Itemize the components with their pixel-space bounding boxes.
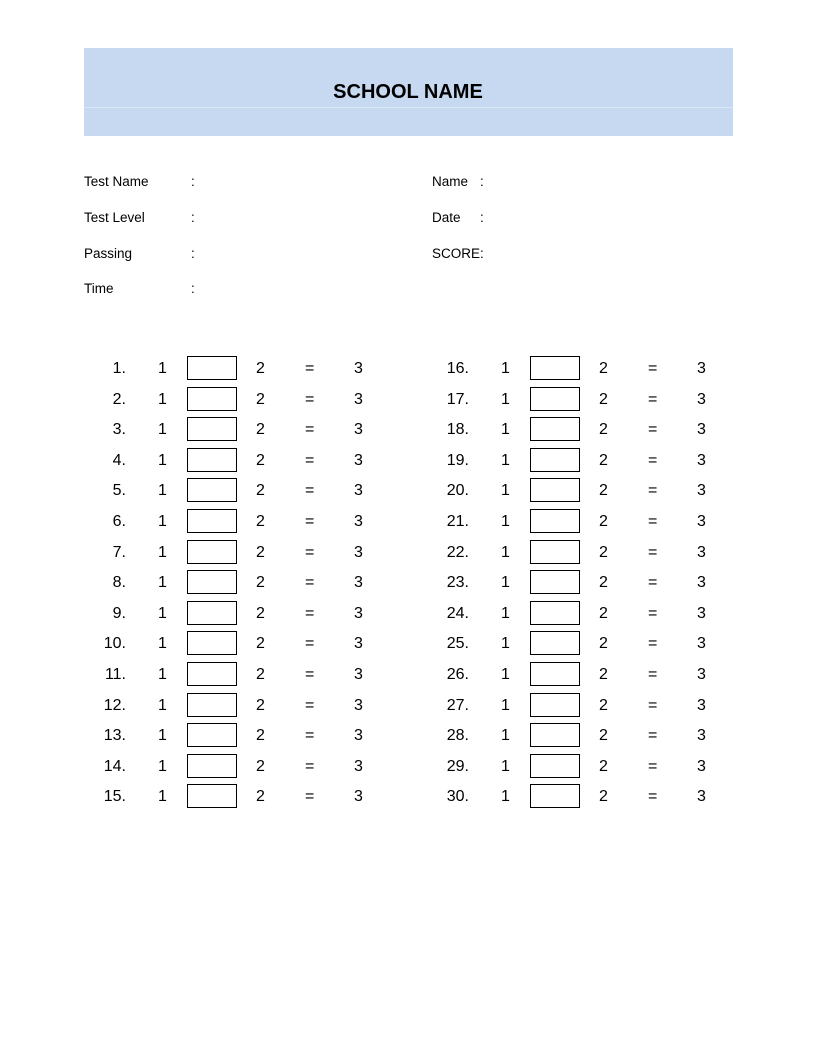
operand-a: 1 [158, 482, 167, 500]
operand-a: 1 [501, 727, 510, 745]
equals-sign: = [305, 727, 315, 745]
answer-box[interactable] [187, 601, 237, 625]
question-number: 5. [112, 482, 126, 500]
equals-sign: = [305, 482, 315, 500]
result-value: 3 [354, 574, 363, 592]
info-colon-test-level: : [191, 210, 195, 225]
answer-box[interactable] [187, 754, 237, 778]
operand-b: 2 [256, 421, 265, 439]
operand-a: 1 [158, 451, 167, 469]
equals-sign: = [305, 635, 315, 653]
answer-box[interactable] [530, 356, 580, 380]
question-number: 7. [112, 543, 126, 561]
info-colon-test-name: : [191, 174, 195, 189]
answer-box[interactable] [530, 784, 580, 808]
equals-sign: = [305, 696, 315, 714]
equals-sign: = [648, 360, 658, 377]
operand-a: 1 [501, 666, 510, 683]
question-number: 30. [446, 788, 469, 806]
answer-box[interactable] [187, 540, 237, 564]
operand-a: 1 [158, 757, 167, 775]
operand-b: 2 [256, 666, 265, 683]
operand-b: 2 [599, 757, 608, 775]
question-number: 16. [446, 360, 469, 377]
equals-sign: = [305, 757, 315, 775]
answer-box[interactable] [530, 509, 580, 533]
result-value: 3 [354, 788, 363, 806]
question-number: 9. [112, 604, 126, 622]
operand-a: 1 [158, 727, 167, 745]
result-value: 3 [354, 727, 363, 745]
answer-box[interactable] [530, 754, 580, 778]
result-value: 3 [354, 482, 363, 500]
operand-a: 1 [501, 635, 510, 653]
equals-sign: = [305, 788, 315, 806]
equals-sign: = [648, 696, 658, 714]
operand-a: 1 [501, 421, 510, 439]
question-number: 6. [112, 513, 126, 530]
operand-b: 2 [599, 390, 608, 408]
answer-box[interactable] [530, 540, 580, 564]
answer-box[interactable] [187, 570, 237, 594]
result-value: 3 [697, 635, 706, 653]
header-divider [84, 107, 733, 108]
result-value: 3 [354, 635, 363, 653]
result-value: 3 [354, 696, 363, 714]
question-number: 24. [446, 604, 469, 622]
question-number: 3. [112, 421, 126, 439]
answer-box[interactable] [187, 693, 237, 717]
question-number: 20. [446, 482, 469, 500]
operand-a: 1 [158, 788, 167, 806]
equals-sign: = [648, 788, 658, 806]
operand-b: 2 [256, 451, 265, 469]
operand-b: 2 [599, 482, 608, 500]
question-number: 27. [446, 696, 469, 714]
operand-a: 1 [158, 390, 167, 408]
equals-sign: = [648, 666, 658, 683]
info-label-name: Name [432, 174, 469, 189]
info-colon-score: : [480, 246, 484, 261]
question-number: 25. [446, 635, 469, 653]
question-number: 29. [446, 757, 469, 775]
equals-sign: = [648, 543, 658, 561]
result-value: 3 [697, 727, 706, 745]
question-number: 4. [112, 451, 126, 469]
answer-box[interactable] [187, 631, 237, 655]
question-number: 21. [446, 513, 469, 530]
operand-b: 2 [599, 451, 608, 469]
answer-box[interactable] [530, 570, 580, 594]
question-number: 19. [446, 451, 469, 469]
question-number: 18. [446, 421, 469, 439]
operand-b: 2 [256, 390, 265, 408]
answer-box[interactable] [187, 417, 237, 441]
answer-box[interactable] [187, 509, 237, 533]
operand-a: 1 [501, 696, 510, 714]
equals-sign: = [648, 421, 658, 439]
answer-box[interactable] [187, 478, 237, 502]
operand-a: 1 [158, 574, 167, 592]
info-label-time: Time [84, 281, 114, 296]
operand-b: 2 [256, 360, 265, 377]
operand-a: 1 [158, 543, 167, 561]
question-number: 15. [103, 788, 126, 806]
info-label-test-name: Test Name [84, 174, 149, 189]
operand-b: 2 [256, 482, 265, 500]
result-value: 3 [354, 421, 363, 439]
operand-b: 2 [256, 513, 265, 530]
operand-b: 2 [599, 574, 608, 592]
operand-b: 2 [599, 360, 608, 377]
answer-box[interactable] [187, 356, 237, 380]
operand-b: 2 [256, 727, 265, 745]
operand-a: 1 [501, 390, 510, 408]
answer-box[interactable] [530, 601, 580, 625]
school-name-title: SCHOOL NAME [333, 81, 483, 103]
equals-sign: = [648, 482, 658, 500]
operand-b: 2 [599, 421, 608, 439]
equals-sign: = [305, 421, 315, 439]
question-number: 1. [112, 360, 126, 377]
result-value: 3 [697, 604, 706, 622]
equals-sign: = [305, 543, 315, 561]
equals-sign: = [648, 757, 658, 775]
operand-b: 2 [599, 635, 608, 653]
answer-box[interactable] [530, 417, 580, 441]
question-number: 22. [446, 543, 469, 561]
operand-b: 2 [599, 604, 608, 622]
equals-sign: = [648, 513, 658, 530]
info-label-score: SCORE [432, 246, 481, 261]
result-value: 3 [697, 360, 706, 377]
result-value: 3 [354, 666, 363, 683]
operand-a: 1 [158, 421, 167, 439]
question-number: 13. [103, 727, 126, 745]
equals-sign: = [305, 451, 315, 469]
equals-sign: = [305, 666, 315, 683]
result-value: 3 [697, 696, 706, 714]
info-label-passing: Passing [84, 246, 133, 261]
operand-b: 2 [256, 788, 265, 806]
info-colon-time: : [191, 281, 195, 296]
operand-b: 2 [256, 604, 265, 622]
result-value: 3 [697, 390, 706, 408]
answer-box[interactable] [530, 723, 580, 747]
equals-sign: = [305, 604, 315, 622]
equals-sign: = [305, 360, 315, 377]
result-value: 3 [354, 360, 363, 377]
operand-a: 1 [158, 360, 167, 377]
info-colon-name: : [480, 174, 484, 189]
equals-sign: = [305, 574, 315, 592]
question-number: 17. [446, 390, 469, 408]
operand-a: 1 [501, 574, 510, 592]
answer-box[interactable] [530, 631, 580, 655]
equals-sign: = [648, 604, 658, 622]
operand-a: 1 [501, 451, 510, 469]
question-number: 23. [446, 574, 469, 592]
operand-a: 1 [501, 513, 510, 530]
result-value: 3 [697, 543, 706, 561]
operand-b: 2 [256, 696, 265, 714]
info-label-test-level: Test Level [84, 210, 145, 225]
question-number: 2. [112, 390, 126, 408]
result-value: 3 [697, 666, 706, 683]
question-number: 12. [103, 696, 126, 714]
result-value: 3 [354, 757, 363, 775]
operand-b: 2 [256, 635, 265, 653]
question-number: 26. [446, 666, 469, 683]
operand-b: 2 [599, 513, 608, 530]
answer-box[interactable] [530, 693, 580, 717]
answer-box[interactable] [187, 448, 237, 472]
info-label-date: Date [432, 210, 461, 225]
result-value: 3 [697, 513, 706, 530]
operand-b: 2 [599, 696, 608, 714]
operand-a: 1 [158, 604, 167, 622]
operand-b: 2 [256, 574, 265, 592]
operand-a: 1 [501, 543, 510, 561]
operand-a: 1 [158, 696, 167, 714]
answer-box[interactable] [530, 448, 580, 472]
info-colon-date: : [480, 210, 484, 225]
operand-a: 1 [501, 788, 510, 806]
operand-a: 1 [158, 513, 167, 530]
operand-a: 1 [501, 482, 510, 500]
question-number: 11. [104, 666, 126, 683]
result-value: 3 [354, 390, 363, 408]
equals-sign: = [305, 390, 315, 408]
info-colon-passing: : [191, 246, 195, 261]
question-number: 8. [112, 574, 126, 592]
operand-b: 2 [599, 543, 608, 561]
result-value: 3 [697, 451, 706, 469]
answer-box[interactable] [530, 662, 580, 686]
question-number: 10. [103, 635, 126, 653]
operand-a: 1 [501, 604, 510, 622]
result-value: 3 [697, 574, 706, 592]
equals-sign: = [648, 574, 658, 592]
result-value: 3 [354, 543, 363, 561]
result-value: 3 [697, 482, 706, 500]
answer-box[interactable] [187, 723, 237, 747]
operand-b: 2 [256, 757, 265, 775]
result-value: 3 [697, 757, 706, 775]
result-value: 3 [697, 421, 706, 439]
operand-b: 2 [599, 666, 608, 683]
answer-box[interactable] [187, 784, 237, 808]
equals-sign: = [648, 727, 658, 745]
operand-b: 2 [256, 543, 265, 561]
question-number: 28. [446, 727, 469, 745]
result-value: 3 [697, 788, 706, 806]
equals-sign: = [648, 390, 658, 408]
result-value: 3 [354, 513, 363, 530]
result-value: 3 [354, 451, 363, 469]
answer-box[interactable] [530, 387, 580, 411]
operand-b: 2 [599, 788, 608, 806]
answer-box[interactable] [530, 478, 580, 502]
question-number: 14. [103, 757, 126, 775]
operand-a: 1 [158, 635, 167, 653]
answer-box[interactable] [187, 387, 237, 411]
equals-sign: = [305, 513, 315, 530]
operand-b: 2 [599, 727, 608, 745]
operand-a: 1 [158, 666, 167, 683]
operand-a: 1 [501, 757, 510, 775]
result-value: 3 [354, 604, 363, 622]
answer-box[interactable] [187, 662, 237, 686]
operand-a: 1 [501, 360, 510, 377]
equals-sign: = [648, 451, 658, 469]
equals-sign: = [648, 635, 658, 653]
